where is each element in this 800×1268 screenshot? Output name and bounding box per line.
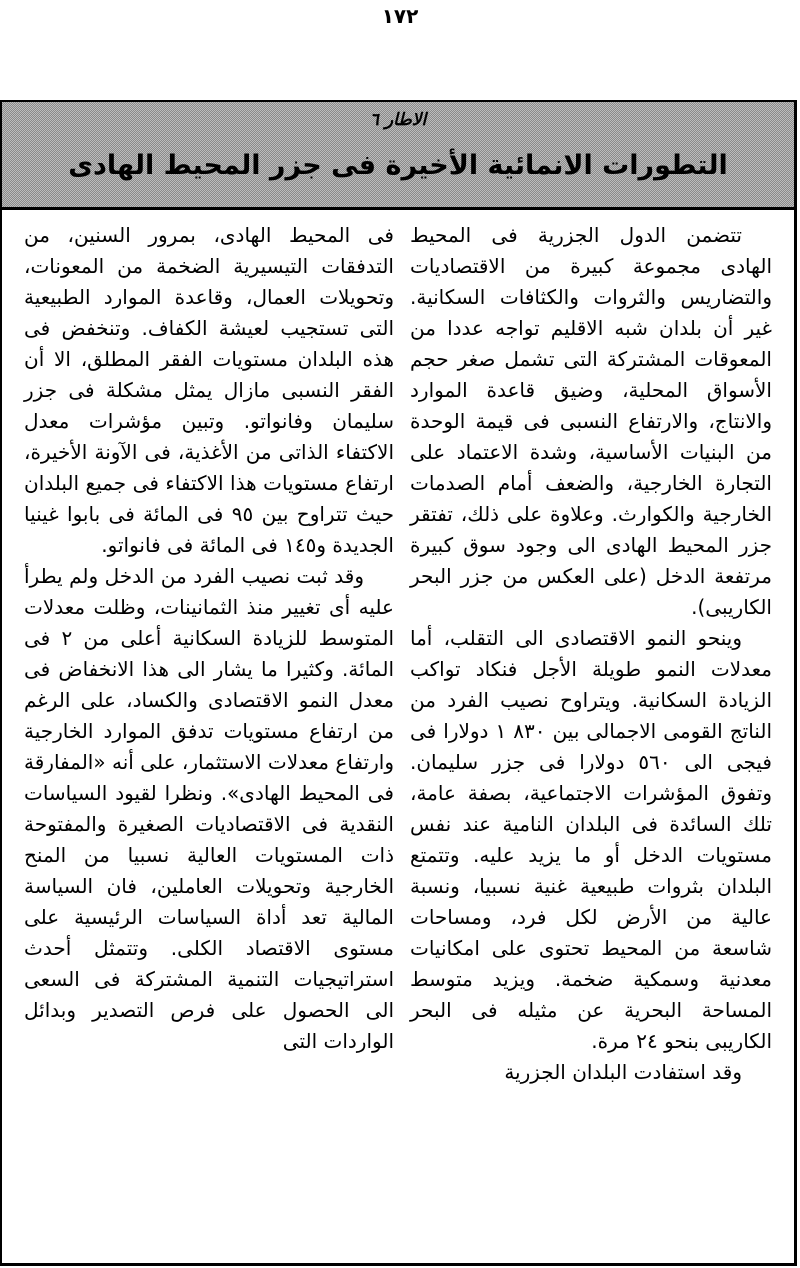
box-label: الاطار ٦ bbox=[369, 110, 427, 130]
paragraph: وينحو النمو الاقتصادى الى التقلب، أما معدلات النمو طويلة الأجل فنكاد تواكب الزيادة السكانية. ويتراوح نصيب الفرد من الناتج القومى الاجمالى بين ٨٣٠ ١ دولارا فى فيجى الى ٥٦٠ دولارا فى جزر سليمان. وتفوق المؤشرات الاجتماعية، بصفة عامة، تلك السائدة فى البلدان النامية عند نفس مستويات الدخل أو ما يزيد عليه. وتتمتع البلدان بثروات طبيعية غنية نسبيا، ونسبة عالية من الأرض لكل فرد، ومساحات شاسعة من المحيط تحتوى على امكانيات معدنية وسمكية ضخمة. ويزيد متوسط المساحة البحرية عن مثيله فى البحر الكاريبى بنحو ٢٤ مرة. bbox=[410, 626, 772, 1053]
text-box-frame bbox=[0, 100, 797, 1266]
box-title: التطورات الانمائية الأخيرة فى جزر المحيط الهادى bbox=[68, 150, 728, 181]
paragraph: وقد استفادت البلدان الجزرية bbox=[504, 1060, 742, 1084]
paragraph: تتضمن الدول الجزرية فى المحيط الهادى مجموعة كبيرة من الاقتصاديات والتضاريس والثروات والكثافات السكانية. غير أن بلدان شبه الاقليم تواجه عددا من المعوقات المشتركة التى تشمل صغر حجم الأسواق المحلية، وضيق قاعدة الموارد والانتاج، والارتفاع النسبى فى قيمة الوحدة من البنيات الأساسية، وشدة الاعتماد على التجارة الخارجية، والضعف أمام الصدمات الخارجية والكوارث. وعلاوة على ذلك، تفتقر جزر المحيط الهادى الى وجود سوق كبيرة مرتفعة الدخل (على العكس من جزر البحر الكاريبى). bbox=[410, 223, 772, 619]
box-header bbox=[2, 102, 794, 210]
paragraph: وقد ثبت نصيب الفرد من الدخل ولم يطرأ عليه أى تغيير منذ الثمانينات، وظلت معدلات المتوسط للزيادة السكانية أعلى من ٢ فى المائة. وكثيرا ما يشار الى هذا الانخفاض فى معدل النمو الاقتصادى والكساد، على الرغم من ارتفاع مستويات تدفق الموارد الخارجية وارتفاع معدلات الاستثمار، على أنه «المفارقة فى المحيط الهادى». ونظرا لقيود السياسات النقدية فى الاقتصاديات الصغيرة والمفتوحة ذات المستويات العالية نسبيا من المنح الخارجية وتحويلات العاملين، فان السياسة المالية تعد أداة السياسات الرئيسية على مستوى الاقتصاد الكلى. وتتمثل أحدث استراتيجيات التنمية المشتركة فى السعى الى الحصول على فرص التصدير وبدائل الواردات التى bbox=[24, 564, 394, 1053]
page-number: ١٧٢ bbox=[381, 4, 419, 28]
paragraph: فى المحيط الهادى، بمرور السنين، من التدفقات التيسيرية الضخمة من المعونات، وتحويلات العمال، وقاعدة الموارد الطبيعية التى تستجيب لعيشة الكفاف. وتنخفض فى هذه البلدان مستويات الفقر المطلق، الا أن الفقر النسبى مازال يمثل مشكلة فى جزر سليمان وفانواتو. وتبين مؤشرات معدل الاكتفاء الذاتى من الأغذية، فى الآونة الأخيرة، ارتفاع مستويات هذا الاكتفاء فى جميع البلدان حيث تتراوح بين ٩٥ فى المائة فى بابوا غينيا الجديدة و١٤٥ فى المائة فى فانواتو. bbox=[24, 223, 394, 557]
right-column bbox=[410, 220, 772, 1088]
left-column bbox=[24, 220, 394, 1057]
